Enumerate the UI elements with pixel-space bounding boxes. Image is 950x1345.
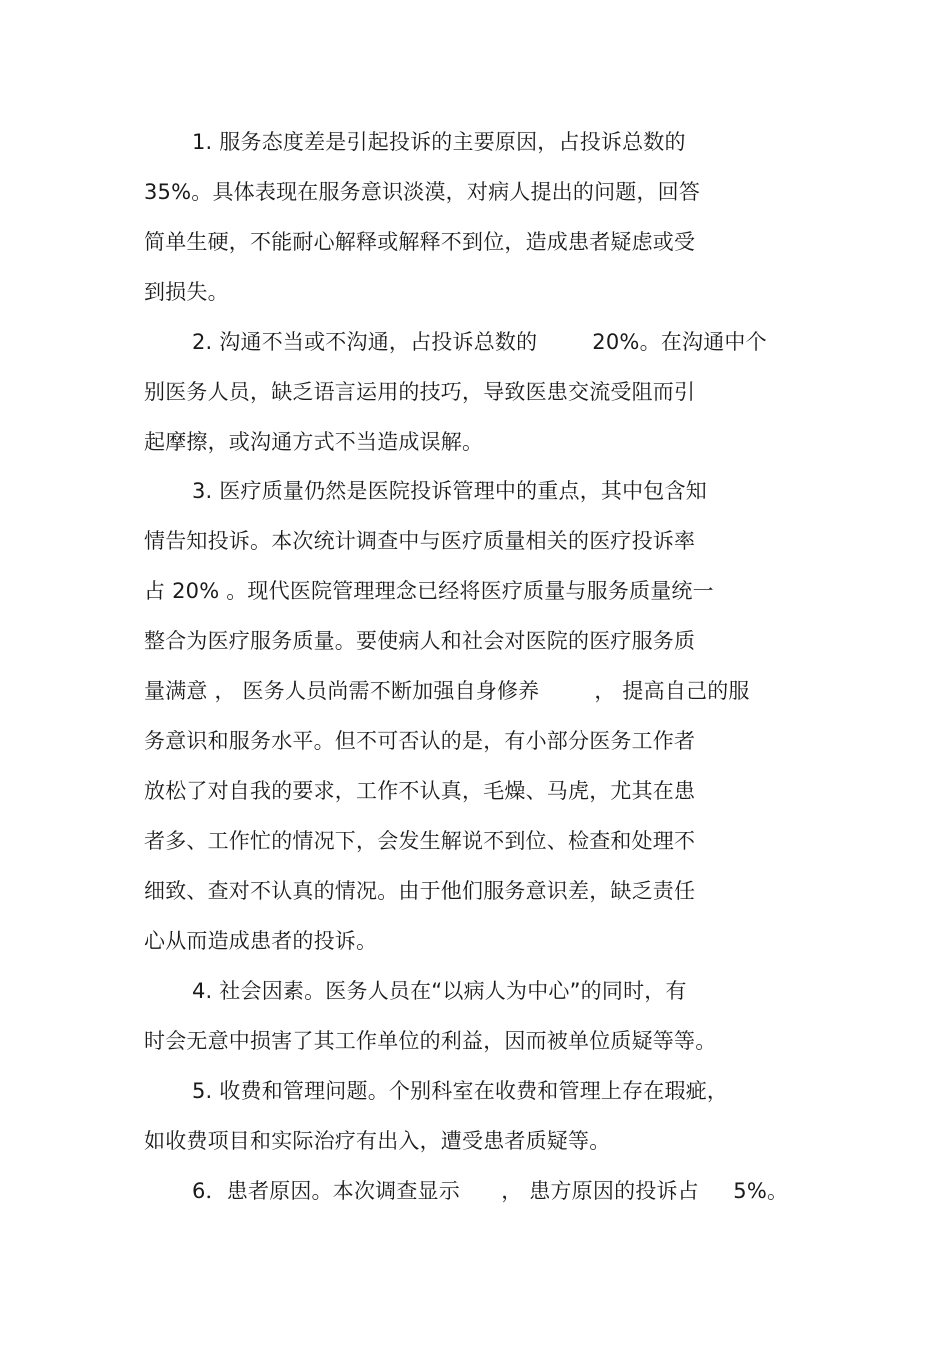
paragraph-3-line-10: 心从而造成患者的投诉。 [144,929,378,953]
paragraph-4-line-2: 时会无意中损害了其工作单位的利益，因而被单位质疑等等。 [144,1029,717,1053]
paragraph-1-line-3: 简单生硬，不能耐心解释或解释不到位，造成患者疑虑或受 [144,230,696,254]
paragraph-1-line-4: 到损失。 [144,280,229,304]
paragraph-3-line-2: 情告知投诉。本次统计调查中与医疗质量相关的医疗投诉率 [144,529,696,553]
paragraph-3-line-7: 放松了对自我的要求，工作不认真，毛燥、马虎，尤其在患 [144,779,696,803]
paragraph-1-line-2: 35%。具体表现在服务意识淡漠，对病人提出的问题，回答 [144,180,701,204]
paragraph-3-line-4: 整合为医疗服务质量。要使病人和社会对医院的医疗服务质 [144,629,696,653]
paragraph-1-line-1: 1. 服务态度差是引起投诉的主要原因，占投诉总数的 [192,130,686,154]
paragraph-2-line-1: 2. 沟通不当或不沟通，占投诉总数的 20%。在沟通中个 [192,330,767,354]
paragraph-3-line-6: 务意识和服务水平。但不可否认的是，有小部分医务工作者 [144,729,696,753]
paragraph-3-line-9: 细致、查对不认真的情况。由于他们服务意识差，缺乏责任 [144,879,696,903]
paragraph-6-line-1: 6．患者原因。本次调查显示 ， 患方原因的投诉占 5%。 [192,1179,789,1203]
paragraph-3-line-1: 3. 医疗质量仍然是医院投诉管理中的重点，其中包含知 [192,479,707,503]
paragraph-3-line-3: 占 20% 。现代医院管理理念已经将医疗质量与服务质量统一 [144,579,714,603]
paragraph-3-line-5: 量满意 ， 医务人员尚需不断加强自身修养 ， 提高自己的服 [144,679,750,703]
paragraph-5-line-1: 5. 收费和管理问题。个别科室在收费和管理上存在瑕疵， [192,1079,729,1103]
paragraph-4-line-1: 4. 社会因素。医务人员在“以病人为中心”的同时，有 [192,979,687,1003]
paragraph-2-line-2: 别医务人员，缺乏语言运用的技巧，导致医患交流受阻而引 [144,380,696,404]
paragraph-2-line-3: 起摩擦，或沟通方式不当造成误解。 [144,430,484,454]
paragraph-5-line-2: 如收费项目和实际治疗有出入，遭受患者质疑等。 [144,1129,611,1153]
paragraph-3-line-8: 者多、工作忙的情况下，会发生解说不到位、检查和处理不 [144,829,696,853]
